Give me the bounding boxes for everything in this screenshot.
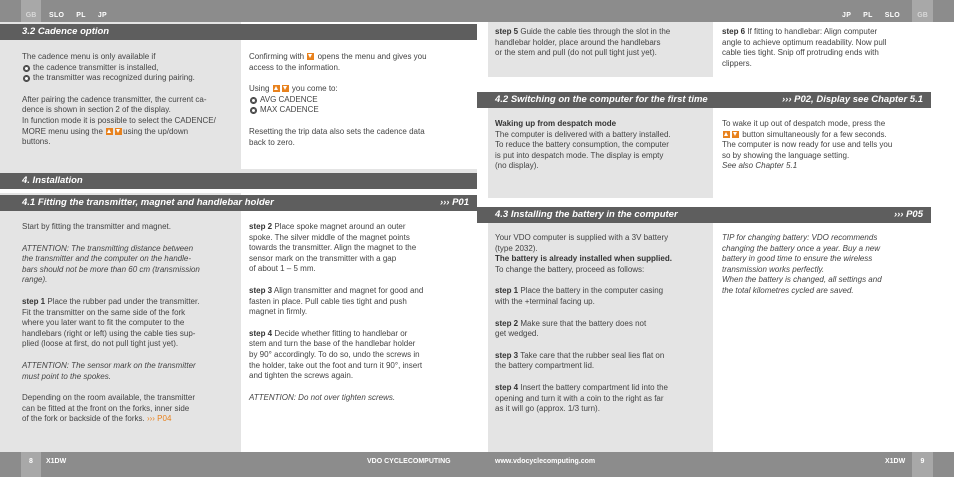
step-3-text: step 3 Align transmitter and magnet for good and	[249, 285, 424, 295]
text-line: handlebars (right or left) using the cable ties sup-	[22, 328, 196, 338]
sec32-right-text	[249, 52, 469, 148]
text-line: towards the transmitter. Align the magnet to the	[249, 243, 417, 253]
text-line: of the fork or backside of the forks. ››› P04	[22, 414, 172, 424]
text-line: buttons.	[22, 137, 51, 147]
text-line: where you later want to fit the computer to the	[22, 318, 185, 328]
step-1-text: step 1 Place the battery in the computer casing	[495, 286, 664, 296]
step-2-text: step 2 Place spoke magnet around an outer	[249, 222, 406, 231]
lang-tab-jp-r[interactable]: JP	[842, 12, 852, 19]
bullet-item: the cadence transmitter is installed,	[22, 63, 237, 74]
down-button-icon	[732, 131, 739, 138]
text-line: sensor mark on the transmitter with a gap	[249, 253, 397, 263]
tip-changing-battery: TIP for changing battery: VDO recommends changing the battery once a year. Buy a new battery in good time to ensure the wireless transmission works perfectly. When the battery is changed, all settings and the total kilometres cycled are saved.	[722, 233, 882, 295]
up-button-icon	[106, 128, 113, 135]
lang-tab-jp[interactable]: JP	[97, 12, 108, 19]
step-4-text: step 4 Insert the battery compartment lid into the	[495, 382, 668, 392]
text-line: MORE menu using the using the up/down	[22, 126, 189, 136]
lang-tab-pl-r[interactable]: PL	[863, 12, 873, 19]
page-number-right: 9	[912, 452, 933, 477]
text-line: After pairing the cadence transmitter, the current ca-	[22, 94, 207, 104]
down-button-icon	[115, 128, 122, 135]
sec42-left-text: Waking up from despatch mode The computer is delivered with a battery installed. To reduce the battery consumption, the computer is put into despatch mode. The display is empty (no display).	[495, 119, 671, 171]
text-line: plied (loose at first, do not pull tight just yet).	[22, 339, 179, 349]
step-1-text: step 1 Place the rubber pad under the transmitter.	[22, 296, 200, 306]
bullet-item: MAX CADENCE	[249, 105, 469, 116]
sec32-left-text	[22, 52, 237, 148]
model-left: X1DW	[46, 458, 67, 465]
section-4-1-header: 4.1 Fitting the transmitter, magnet and handlebar holder ››› P01	[0, 195, 477, 211]
lang-tab-slo-r[interactable]: SLO	[884, 12, 901, 19]
text-line: of about 1 – 5 mm.	[249, 264, 316, 274]
section-3-2-header: 3.2 Cadence option	[0, 24, 477, 40]
section-4-2-header: 4.2 Switching on the computer for the first time ››› P02, Display see Chapter 5.1	[477, 92, 931, 108]
section-4-3-header: 4.3 Installing the battery in the computer ››› P05	[477, 207, 931, 223]
step-2-text: step 2 Make sure that the battery does not	[495, 318, 647, 328]
text-line: the holder, take out the foot and turn it 90°, insert	[249, 360, 423, 370]
attention-note: ATTENTION: The transmitting distance between	[22, 243, 194, 253]
brand-label: VDO CYCLECOMPUTING	[367, 458, 451, 465]
text-line: fasten in place. Pull cable ties tight and push	[249, 296, 407, 306]
text-line: by 90° accordingly. To do so, undo the screws in	[249, 349, 420, 359]
attention-note: ATTENTION: Do not over tighten screws.	[249, 392, 396, 402]
attention-note: bars should not be more than 60 cm (transmission	[22, 264, 200, 274]
section-4-1-ref[interactable]: ››› P01	[439, 197, 469, 208]
text-line: and tighten the screws again.	[249, 371, 354, 381]
lang-tab-gb-right[interactable]: GB	[912, 0, 933, 22]
step-6-text: step 6 If fitting to handlebar: Align computer angle to achieve optimum readability. Now pull cable ties tight. Snip off protruding ends with clippers.	[722, 27, 887, 68]
page-number-left: 8	[21, 452, 41, 477]
attention-note: the transmitter and the computer on the handle-	[22, 254, 191, 264]
text-line: Start by fitting the transmitter and magnet.	[22, 222, 171, 231]
text-line: In function mode it is possible to select the CADENCE/	[22, 115, 216, 125]
up-button-icon	[273, 85, 280, 92]
text-line: Resetting the trip data also sets the cadence data	[249, 126, 425, 136]
lang-tab-gb-left[interactable]: GB	[21, 0, 41, 22]
bullet-item: the transmitter was recognized during pairing.	[22, 73, 237, 84]
text-line: The cadence menu is only available if	[22, 52, 156, 61]
lang-tabs-left	[49, 11, 119, 22]
sec42-right-text: To wake it up out of despatch mode, press the button simultaneously for a few seconds. The computer is now ready for use and tells you so by showing the language setting. See also Chapter 5.1	[722, 119, 893, 171]
step-5-text: step 5 Guide the cable ties through the slot in the handlebar holder, place around the handlebars or the stem and pull (do not pull tight just yet).	[495, 27, 671, 58]
website-link[interactable]: www.vdocyclecomputing.com	[495, 458, 596, 465]
text-line: Fit the transmitter on the same side of the fork	[22, 307, 186, 317]
text-line: Depending on the room available, the transmitter	[22, 393, 195, 403]
model-right: X1DW	[885, 458, 906, 465]
lang-tab-slo[interactable]: SLO	[49, 12, 65, 19]
sec41-left-text	[22, 222, 237, 425]
section-4-header: 4. Installation	[0, 173, 477, 189]
text-line: dence is shown in section 2 of the display.	[22, 105, 171, 115]
lang-tabs-right	[842, 11, 912, 22]
attention-note: ATTENTION: The sensor mark on the transmitter	[22, 360, 196, 370]
down-button-icon	[282, 85, 289, 92]
sec41-right-text	[249, 222, 471, 403]
bottom-bar	[0, 452, 954, 477]
attention-note: must point to the spokes.	[22, 371, 111, 381]
sec43-left-text: Your VDO computer is supplied with a 3V battery (type 2032). The battery is already installed when supplied. To change the battery, proceed as follows: step 1 Place the battery in the computer casing with the +terminal facing up. step 2 Make sure that the battery does not get wedged. step 3 Take care that the rubber seal lies flat on the battery compartment lid. step 4 Insert the battery compartment lid into the opening and turn it with a coin to the right as far as it will go (approx. 1/3 turn).	[495, 233, 710, 415]
text-line: spoke. The silver middle of the magnet points	[249, 232, 410, 242]
lang-tab-pl[interactable]: PL	[76, 12, 86, 19]
text-line: Confirming with opens the menu and gives you	[249, 52, 427, 61]
text-line: magnet in firmly.	[249, 307, 308, 317]
text-line: back to zero.	[249, 137, 295, 147]
step-4-text: step 4 Decide whether fitting to handlebar or	[249, 328, 408, 338]
bullet-item: AVG CADENCE	[249, 95, 469, 106]
up-button-icon	[723, 131, 730, 138]
attention-note: range).	[22, 275, 48, 285]
subheading: Waking up from despatch mode	[495, 119, 617, 128]
step-3-text: step 3 Take care that the rubber seal lies flat on	[495, 350, 665, 360]
section-4-3-ref[interactable]: ››› P05	[893, 209, 923, 220]
section-4-2-ref[interactable]: ››› P02, Display see Chapter 5.1	[782, 94, 923, 105]
ref-link-p04[interactable]: ››› P04	[146, 414, 172, 424]
text-line: Using you come to:	[249, 84, 338, 94]
text-line: access to the information.	[249, 62, 341, 72]
text-line: stem and turn the base of the handlebar holder	[249, 339, 416, 349]
top-bar	[0, 0, 954, 22]
text-line: can be fitted at the front on the forks, inner side	[22, 403, 190, 413]
down-button-icon	[307, 53, 314, 60]
